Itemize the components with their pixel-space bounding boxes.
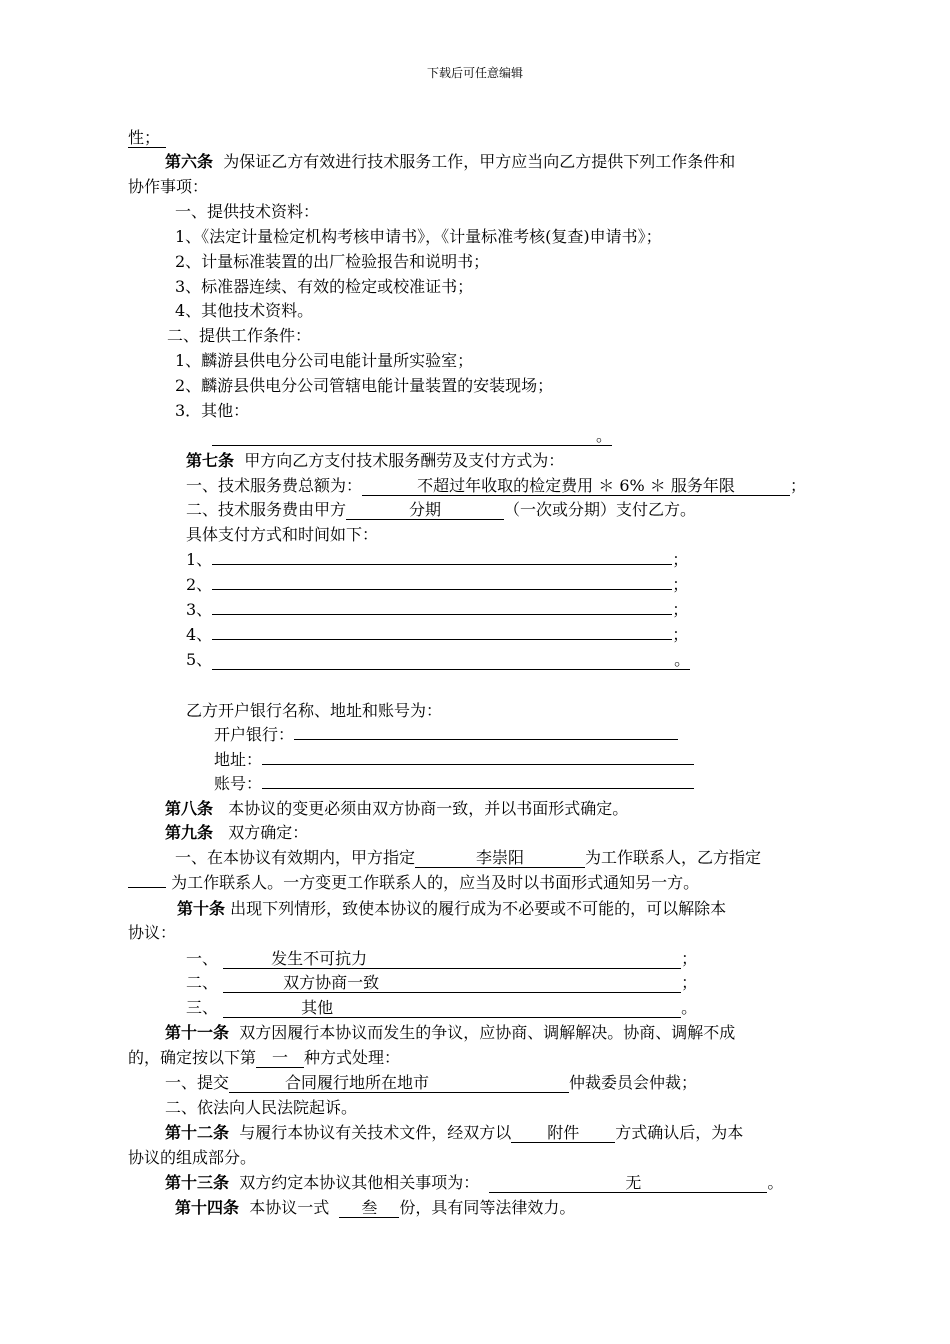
article-6-cond3: 3．其他： [175, 401, 250, 420]
article-7-fee: 一、技术服务费总额为： 不超过年收取的检定费用 ＊ 6% ＊ 服务年限 ； [186, 476, 807, 495]
payment-mode: 分期 [346, 500, 504, 520]
termination-item: 三、 其他 。 [186, 998, 698, 1017]
schedule-item: 3、 ； [186, 600, 689, 619]
article-6-section1: 一、提供技术资料： [175, 202, 320, 221]
article-9-line1: 一、在本协议有效期内，甲方指定 李崇阳 为工作联系人，乙方指定 [175, 848, 762, 867]
schedule-item: 1、 ； [186, 550, 689, 569]
page-header: 下载后可任意编辑 [426, 66, 523, 80]
schedule-item: 4、 ； [186, 625, 689, 644]
bank-intro: 乙方开户银行名称、地址和账号为： [186, 701, 443, 720]
continued-text: 性； [128, 127, 166, 149]
article-10-line1: 第十条 出现下列情形，致使本协议的履行成为不必要或不可能的，可以解除本 [177, 899, 727, 918]
article-14-title: 第十四条 [175, 1198, 240, 1217]
article-6-section2: 二、提供工作条件： [167, 326, 312, 345]
termination-item: 二、 双方协商一致 ； [186, 973, 698, 992]
article-8: 第八条 本协议的变更必须由双方协商一致，并以书面形式确定。 [165, 799, 629, 818]
bank-account-field: 账号： [214, 773, 694, 795]
article-6-item3: 3、标准器连续、有效的检定或校准证书； [175, 277, 474, 296]
article-11-line2: 的，确定按以下第 一 种方式处理： [128, 1048, 401, 1067]
article-6-item1: 1、《法定计量检定机构考核申请书》，《计量标准考核(复查)申请书》； [175, 227, 662, 246]
schedule-item: 2、 ； [186, 575, 689, 594]
article-6-item4: 4、其他技术资料。 [175, 301, 314, 320]
article-13-title: 第十三条 [165, 1173, 230, 1192]
article-11-option1: 一、提交 合同履行地所在地市 仲裁委员会仲裁； [165, 1073, 698, 1092]
fee-value: 不超过年收取的检定费用 ＊ 6% ＊ 服务年限 [362, 476, 790, 496]
article-6-line2: 协作事项： [128, 177, 209, 196]
article-11-title: 第十一条 [165, 1023, 230, 1042]
article-7-schedule-intro: 具体支付方式和时间如下： [186, 525, 379, 544]
article-9: 第九条 双方确定： [165, 823, 309, 842]
article-10-line2: 协议： [128, 923, 177, 942]
article-6-line1: 第六条 为保证乙方有效进行技术服务工作，甲方应当向乙方提供下列工作条件和 [165, 152, 736, 171]
article-10-title: 第十条 [177, 899, 226, 918]
article-12-line2: 协议的组成部分。 [128, 1148, 257, 1167]
article-6-item2: 2、计量标准装置的出厂检验报告和说明书； [175, 252, 490, 271]
termination-item: 一、 发生不可抗力 ； [186, 949, 698, 968]
copies-count: 叁 [339, 1198, 399, 1218]
article-7-line1: 第七条 甲方向乙方支付技术服务酬劳及支付方式为： [186, 451, 565, 470]
article-14: 第十四条 本协议一式 叁 份，具有同等法律效力。 [175, 1198, 576, 1217]
bank-address-field: 地址： [214, 749, 694, 771]
article-6-cond1: 1、麟游县供电分公司电能计量所实验室； [175, 351, 474, 370]
article-11-line1: 第十一条 双方因履行本协议而发生的争议，应协商、调解解决。协商、调解不成 [165, 1023, 736, 1042]
article-11-option2: 二、依法向人民法院起诉。 [165, 1098, 358, 1117]
article-8-title: 第八条 [165, 799, 214, 818]
contact-person: 李崇阳 [415, 848, 585, 868]
article-7-title: 第七条 [186, 451, 235, 470]
article-6-cond2: 2、麟游县供电分公司管辖电能计量装置的安装现场； [175, 376, 554, 395]
article-13: 第十三条 双方约定本协议其他相关事项为： 无 。 [165, 1173, 784, 1192]
schedule-item: 5、 。 [186, 650, 691, 669]
article-6-blank: 。 [212, 425, 612, 447]
article-12-line1: 第十二条 与履行本协议有关技术文件，经双方以 附件 方式确认后，为本 [165, 1123, 744, 1142]
dispute-choice: 一 [256, 1048, 304, 1068]
confirm-method: 附件 [511, 1123, 615, 1143]
article-9-title: 第九条 [165, 823, 214, 842]
article-6-title: 第六条 [165, 152, 214, 171]
article-9-line2: 为工作联系人。一方变更工作联系人的，应当及时以书面形式通知另一方。 [128, 872, 699, 894]
article-12-title: 第十二条 [165, 1123, 230, 1142]
bank-name-field: 开户银行： [214, 724, 678, 746]
article-7-mode: 二、技术服务费由甲方 分期 （一次或分期）支付乙方。 [186, 500, 697, 519]
